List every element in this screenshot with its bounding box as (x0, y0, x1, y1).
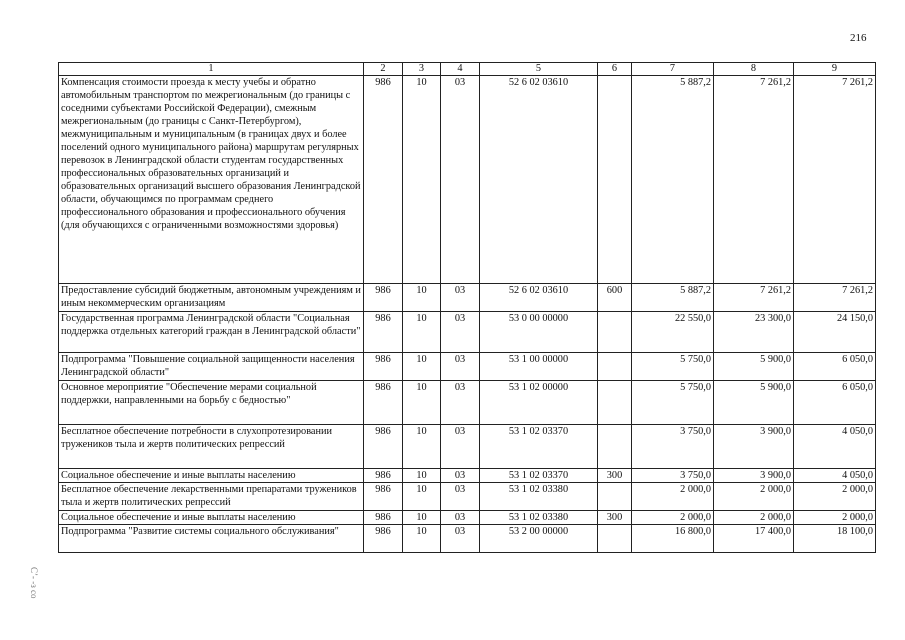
cell-subsection: 03 (441, 312, 480, 353)
row-description: Бесплатное обеспечение потребности в слухопротезировании тружеников тыла и жертв политических репрессий (59, 425, 364, 469)
column-header: 4 (441, 63, 480, 76)
cell-amount-9: 7 261,2 (794, 284, 876, 312)
cell-amount-8: 3 900,0 (714, 425, 794, 469)
table-row (59, 381, 876, 425)
cell-expense-type: 600 (598, 284, 632, 312)
row-description: Предоставление субсидий бюджетным, автономным учреждениям и иным некоммерческим организациям (59, 284, 364, 312)
cell-section: 10 (403, 511, 441, 525)
column-header: 5 (480, 63, 598, 76)
cell-target-code: 53 1 00 00000 (480, 353, 598, 381)
cell-subsection: 03 (441, 469, 480, 483)
cell-ministry: 986 (364, 483, 403, 511)
row-description: Государственная программа Ленинградской области "Социальная поддержка отдельных категорий граждан в Ленинградской области" (59, 312, 364, 353)
cell-amount-8: 2 000,0 (714, 511, 794, 525)
cell-amount-9: 2 000,0 (794, 511, 876, 525)
cell-subsection: 03 (441, 511, 480, 525)
cell-subsection: 03 (441, 381, 480, 425)
cell-section: 10 (403, 469, 441, 483)
cell-ministry: 986 (364, 284, 403, 312)
cell-ministry: 986 (364, 511, 403, 525)
table-row (59, 353, 876, 381)
cell-amount-9: 2 000,0 (794, 483, 876, 511)
cell-amount-7: 22 550,0 (632, 312, 714, 353)
cell-amount-7: 3 750,0 (632, 425, 714, 469)
cell-expense-type (598, 353, 632, 381)
cell-expense-type (598, 525, 632, 553)
cell-subsection: 03 (441, 425, 480, 469)
cell-amount-8: 5 900,0 (714, 353, 794, 381)
cell-ministry: 986 (364, 312, 403, 353)
row-description: Социальное обеспечение и иные выплаты населению (59, 511, 364, 525)
cell-amount-7: 5 750,0 (632, 381, 714, 425)
cell-target-code: 53 1 02 03370 (480, 425, 598, 469)
table-row (59, 76, 876, 284)
cell-subsection: 03 (441, 525, 480, 553)
cell-amount-7: 2 000,0 (632, 511, 714, 525)
column-header: 8 (714, 63, 794, 76)
cell-ministry: 986 (364, 381, 403, 425)
cell-target-code: 53 1 02 03380 (480, 511, 598, 525)
cell-expense-type (598, 312, 632, 353)
table-row (59, 425, 876, 469)
column-header: 9 (794, 63, 876, 76)
cell-amount-8: 3 900,0 (714, 469, 794, 483)
cell-amount-9: 24 150,0 (794, 312, 876, 353)
cell-section: 10 (403, 312, 441, 353)
cell-expense-type (598, 76, 632, 284)
column-header: 2 (364, 63, 403, 76)
cell-target-code: 52 6 02 03610 (480, 284, 598, 312)
cell-amount-9: 18 100,0 (794, 525, 876, 553)
cell-section: 10 (403, 76, 441, 284)
page-number: 216 (850, 32, 867, 44)
cell-target-code: 53 1 02 03380 (480, 483, 598, 511)
cell-subsection: 03 (441, 76, 480, 284)
row-description: Компенсация стоимости проезда к месту учебы и обратно автомобильным транспортом по межрегиональным (до границы с соседними субъектами Российской Федерации), смежным межрегиональным (до границы с Санкт-Петербургом), межмуниципальным и муниципальным (в границах двух и более поселений одного муниципального района) маршрутам регулярных перевозок в Ленинградской области студентам государственных профессиональных образовательных организаций и образовательных организаций высшего образования Ленинградской области, обучающимся по программам среднего профессионального образования и профессионального обучения (для обучающихся с ограниченными возможностями здоровья) (59, 76, 364, 284)
cell-ministry: 986 (364, 353, 403, 381)
cell-amount-9: 4 050,0 (794, 469, 876, 483)
cell-expense-type: 300 (598, 511, 632, 525)
cell-ministry: 986 (364, 469, 403, 483)
header-row (59, 63, 876, 76)
cell-amount-7: 2 000,0 (632, 483, 714, 511)
row-description: Основное мероприятие "Обеспечение мерами социальной поддержки, направленными на борьбу с бедностью" (59, 381, 364, 425)
cell-ministry: 986 (364, 425, 403, 469)
cell-amount-7: 5 887,2 (632, 76, 714, 284)
cell-target-code: 53 0 00 00000 (480, 312, 598, 353)
cell-amount-8: 7 261,2 (714, 76, 794, 284)
row-description: Бесплатное обеспечение лекарственными препаратами тружеников тыла и жертв политических репрессий (59, 483, 364, 511)
table-row (59, 483, 876, 511)
table-row (59, 284, 876, 312)
cell-subsection: 03 (441, 353, 480, 381)
cell-amount-8: 7 261,2 (714, 284, 794, 312)
column-header: 6 (598, 63, 632, 76)
cell-section: 10 (403, 381, 441, 425)
cell-amount-8: 2 000,0 (714, 483, 794, 511)
cell-ministry: 986 (364, 76, 403, 284)
cell-section: 10 (403, 353, 441, 381)
cell-section: 10 (403, 425, 441, 469)
cell-amount-9: 6 050,0 (794, 381, 876, 425)
cell-target-code: 53 1 02 00000 (480, 381, 598, 425)
cell-subsection: 03 (441, 284, 480, 312)
budget-table (58, 62, 876, 553)
cell-target-code: 53 1 02 03370 (480, 469, 598, 483)
cell-amount-9: 4 050,0 (794, 425, 876, 469)
cell-amount-8: 23 300,0 (714, 312, 794, 353)
column-header: 1 (59, 63, 364, 76)
cell-amount-9: 6 050,0 (794, 353, 876, 381)
table-row (59, 312, 876, 353)
table-row (59, 525, 876, 553)
cell-ministry: 986 (364, 525, 403, 553)
cell-amount-9: 7 261,2 (794, 76, 876, 284)
table-row (59, 511, 876, 525)
column-header: 3 (403, 63, 441, 76)
cell-amount-7: 5 750,0 (632, 353, 714, 381)
cell-target-code: 53 2 00 00000 (480, 525, 598, 553)
cell-amount-7: 5 887,2 (632, 284, 714, 312)
cell-expense-type (598, 381, 632, 425)
cell-expense-type: 300 (598, 469, 632, 483)
cell-amount-7: 3 750,0 (632, 469, 714, 483)
cell-amount-7: 16 800,0 (632, 525, 714, 553)
cell-expense-type (598, 425, 632, 469)
row-description: Подпрограмма "Повышение социальной защищенности населения Ленинградской области" (59, 353, 364, 381)
cell-section: 10 (403, 525, 441, 553)
cell-amount-8: 5 900,0 (714, 381, 794, 425)
margin-mark: C’‑ ‐з со (29, 567, 39, 599)
cell-subsection: 03 (441, 483, 480, 511)
row-description: Подпрограмма "Развитие системы социального обслуживания" (59, 525, 364, 553)
cell-section: 10 (403, 284, 441, 312)
cell-target-code: 52 6 02 03610 (480, 76, 598, 284)
table-row (59, 469, 876, 483)
cell-expense-type (598, 483, 632, 511)
cell-amount-8: 17 400,0 (714, 525, 794, 553)
row-description: Социальное обеспечение и иные выплаты населению (59, 469, 364, 483)
column-header: 7 (632, 63, 714, 76)
cell-section: 10 (403, 483, 441, 511)
